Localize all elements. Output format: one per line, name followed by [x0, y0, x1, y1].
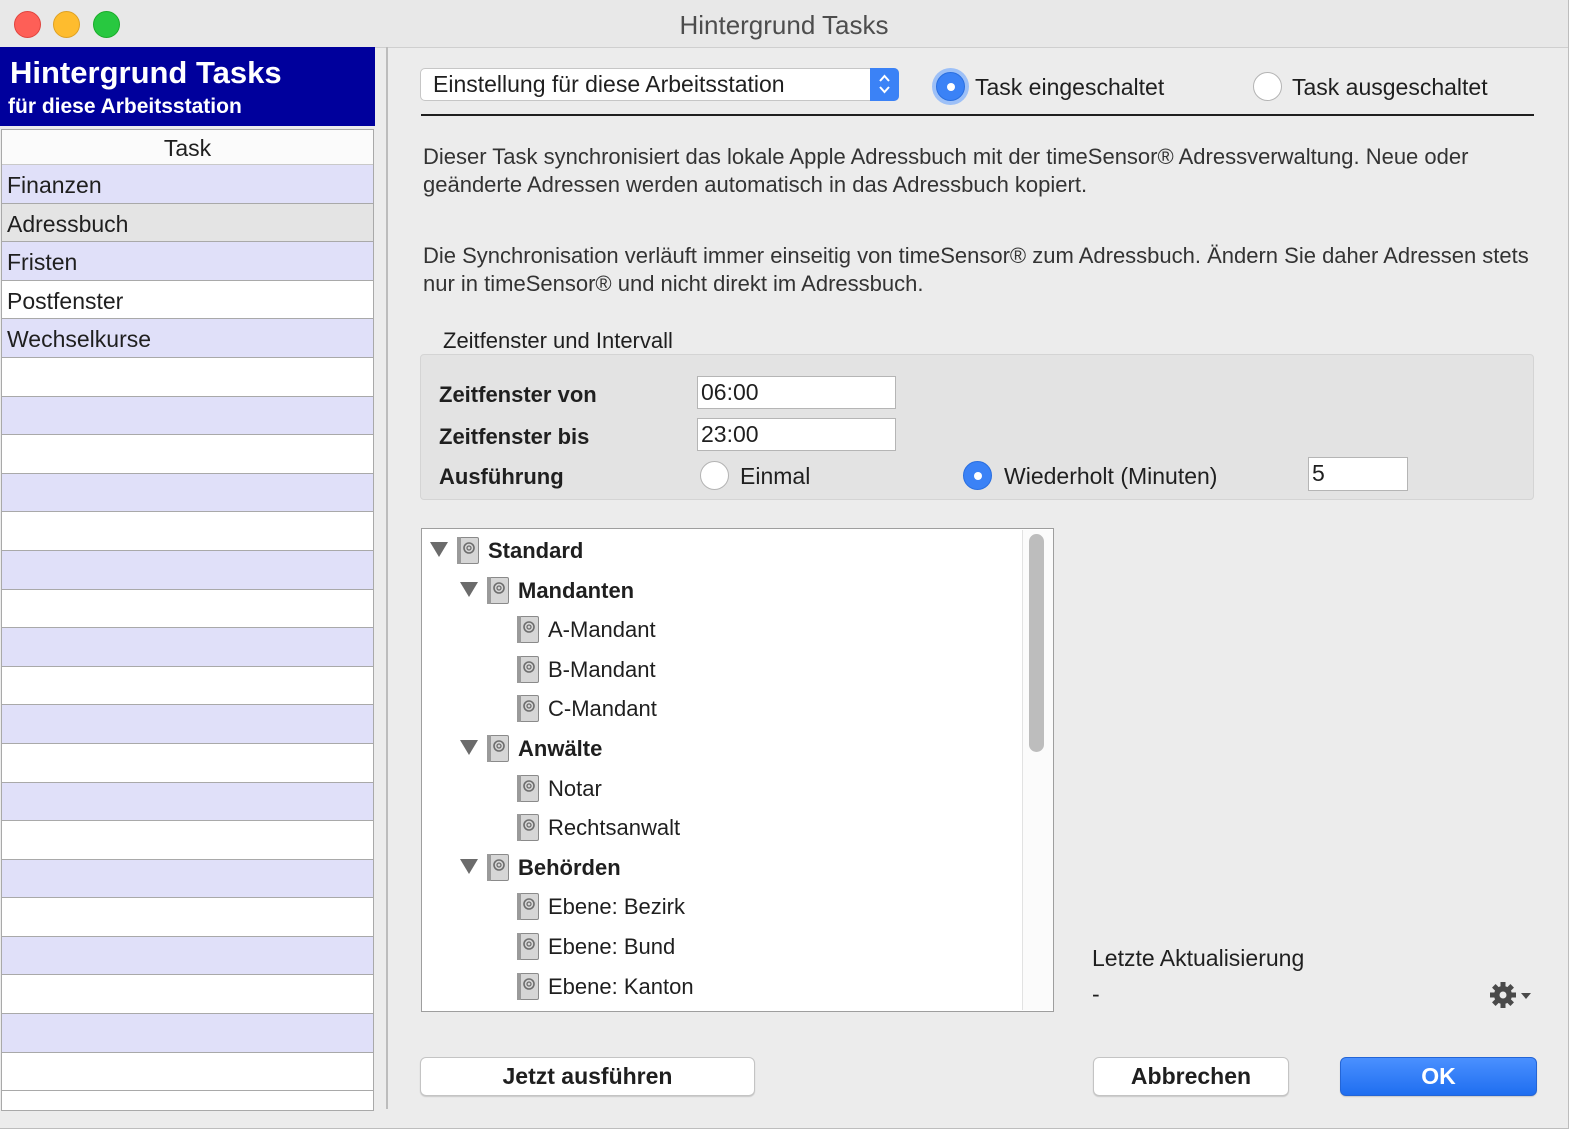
empty-row: [2, 1014, 373, 1053]
run-now-button[interactable]: Jetzt ausführen: [420, 1057, 755, 1096]
empty-row: [2, 898, 373, 937]
tree-item-label: B-Mandant: [548, 656, 656, 682]
tree-item-label: Ebene: Bezirk: [548, 894, 685, 920]
description-paragraph-2: Die Synchronisation verläuft immer einseitig von timeSensor® zum Adressbuch. Ändern Sie daher Adressen stets nur in timeSensor® und nicht direkt im Adressbuch.: [423, 243, 1529, 296]
empty-row: [2, 937, 373, 976]
tree-item-label: Ebene: Kanton: [548, 973, 694, 999]
task-row-fristen[interactable]: Fristen: [2, 242, 373, 281]
tree-item-label: Ebene: Bund: [548, 934, 676, 959]
address-book-icon: [514, 774, 541, 804]
chevron-updown-icon: [870, 68, 899, 101]
address-book-icon: [484, 734, 511, 764]
scope-select[interactable]: [420, 68, 899, 101]
address-book-icon: [514, 655, 541, 685]
empty-row: [2, 975, 373, 1014]
repeat-radio[interactable]: [963, 461, 992, 490]
empty-row: [2, 358, 373, 397]
task-row-adressbuch[interactable]: Adressbuch: [2, 204, 373, 243]
address-book-icon: [514, 972, 541, 1002]
disclosure-triangle-icon[interactable]: [460, 582, 478, 597]
title-bar: [0, 0, 1568, 48]
address-book-icon: [454, 536, 481, 566]
tree-item-label: Standard: [488, 538, 584, 563]
description-paragraph-1: Dieser Task synchronisiert das lokale Apple Adressbuch mit der timeSensor® Adressverwaltung. Neue oder geänderte Adressen werden automatisch in das Adressbuch kopiert.: [423, 144, 1469, 197]
empty-row: [2, 628, 373, 667]
last-update-value: -: [1092, 981, 1100, 1007]
tree-item-label: Rechtsanwalt: [548, 815, 681, 841]
task-on-radio[interactable]: [936, 72, 965, 101]
empty-row: [2, 1053, 373, 1092]
left-panel-title: Hintergrund Tasks: [10, 55, 282, 90]
address-book-icon: [514, 615, 541, 645]
empty-row: [2, 744, 373, 783]
task-off-label[interactable]: Task ausgeschaltet: [1292, 74, 1488, 100]
from-label: Zeitfenster von: [439, 382, 597, 407]
schedule-group-title: Zeitfenster und Intervall: [443, 328, 673, 353]
address-book-icon: [484, 576, 511, 606]
column-header-task[interactable]: Task: [2, 130, 373, 165]
tree-item-label: Behörden: [518, 854, 621, 880]
task-off-radio[interactable]: [1253, 72, 1282, 101]
from-time-input[interactable]: 06:00: [697, 376, 896, 409]
empty-row: [2, 821, 373, 860]
disclosure-triangle-icon[interactable]: [460, 740, 478, 755]
task-row-wechselkurse[interactable]: Wechselkurse: [2, 319, 373, 358]
empty-row: [2, 397, 373, 436]
to-label: Zeitfenster bis: [439, 424, 590, 449]
empty-row: [2, 705, 373, 744]
tree-item-label: A-Mandant: [548, 617, 656, 643]
disclosure-triangle-icon[interactable]: [430, 542, 448, 557]
task-table[interactable]: [1, 129, 374, 1111]
tree-item-label: Notar: [548, 775, 602, 801]
empty-row: [2, 783, 373, 822]
task-row-finanzen[interactable]: Finanzen: [2, 165, 373, 204]
empty-row: [2, 590, 373, 629]
once-radio[interactable]: [700, 461, 729, 490]
task-row-postfenster[interactable]: Postfenster: [2, 281, 373, 320]
panel-divider[interactable]: [386, 47, 388, 1109]
left-panel-subtitle: für diese Arbeitsstation: [8, 95, 242, 118]
empty-row: [2, 474, 373, 513]
once-label[interactable]: Einmal: [740, 463, 811, 489]
empty-row: [2, 667, 373, 706]
tree-item-label: Mandanten: [518, 577, 635, 603]
address-book-icon: [484, 853, 511, 883]
last-update-label: Letzte Aktualisierung: [1092, 945, 1305, 971]
ok-button[interactable]: OK: [1340, 1057, 1537, 1096]
to-time-input[interactable]: 23:00: [697, 418, 896, 451]
address-book-icon: [514, 813, 541, 843]
tree-item-label: Anwälte: [518, 736, 603, 761]
scope-select-value: Einstellung für diese Arbeitsstation: [433, 71, 785, 97]
tree-item-label: C-Mandant: [548, 696, 657, 722]
divider-line: [421, 114, 1534, 116]
disclosure-triangle-icon[interactable]: [460, 859, 478, 874]
cancel-button[interactable]: Abbrechen: [1093, 1057, 1289, 1096]
empty-row: [2, 435, 373, 474]
address-book-icon: [514, 694, 541, 724]
empty-row: [2, 551, 373, 590]
repeat-label[interactable]: Wiederholt (Minuten): [1004, 463, 1218, 489]
window-title: Hintergrund Tasks: [679, 10, 889, 40]
address-book-icon: [514, 892, 541, 922]
repeat-minutes-input[interactable]: 5: [1308, 457, 1408, 491]
empty-row: [2, 512, 373, 551]
left-panel-header: [0, 47, 375, 126]
address-book-icon: [514, 932, 541, 962]
tree-scroll-thumb[interactable]: [1029, 534, 1044, 752]
gear-icon[interactable]: [1487, 978, 1537, 1012]
task-on-label[interactable]: Task eingeschaltet: [975, 74, 1165, 100]
empty-row: [2, 860, 373, 899]
execution-label: Ausführung: [439, 464, 564, 489]
